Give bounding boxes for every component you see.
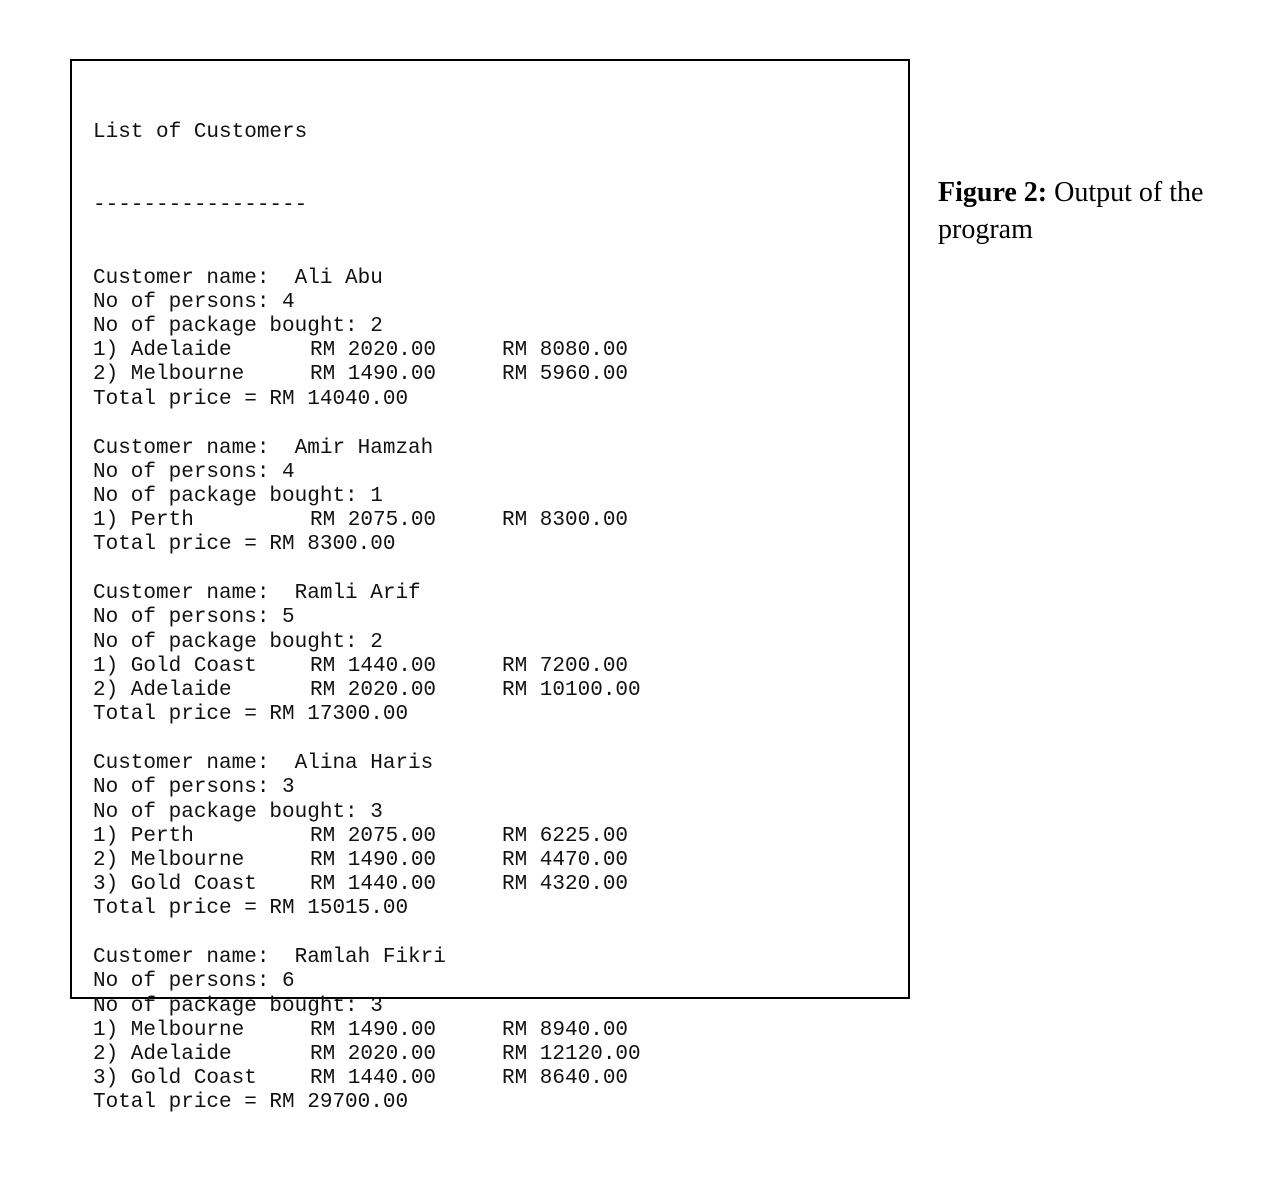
output-title: List of Customers [93,121,308,145]
package-row [93,509,908,533]
package-row [93,339,908,363]
total-price-line: Total price = RM 15015.00 [93,897,409,921]
package-row [93,873,908,897]
customer-block [93,752,908,921]
package-total: RM 8300.00 [502,509,629,533]
customer-name-line: Customer name: Ali Abu [93,266,383,290]
package-total: RM 4320.00 [502,873,629,897]
package-total: RM 7200.00 [502,654,629,678]
package-name: 1) Melbourne [93,1018,245,1042]
package-name: 3) Gold Coast [93,1067,257,1091]
package-name: 1) Perth [93,509,194,533]
package-name: 1) Gold Coast [93,654,257,678]
package-price: RM 1490.00 [310,848,437,872]
package-total: RM 5960.00 [502,363,629,387]
package-total: RM 6225.00 [502,824,629,848]
package-price: RM 2075.00 [310,824,437,848]
package-name: 1) Adelaide [93,339,232,363]
package-row [93,1019,908,1043]
package-price: RM 1490.00 [310,1018,437,1042]
output-separator: ----------------- [93,194,308,217]
package-row [93,1043,908,1067]
package-name: 2) Adelaide [93,679,232,702]
package-row [93,1067,908,1091]
customer-block [93,267,908,412]
package-name: 2) Melbourne [93,848,245,872]
customer-name-line: Customer name: Alina Haris [93,752,434,776]
persons-line: No of persons: 3 [93,776,295,800]
customer-block [93,437,908,558]
package-row [93,849,908,873]
package-price: RM 2020.00 [310,679,437,702]
packages-line: No of package bought: 2 [93,630,383,654]
package-price: RM 2020.00 [310,1043,437,1067]
packages-line: No of package bought: 3 [93,994,383,1018]
package-total: RM 10100.00 [502,679,641,702]
package-total: RM 12120.00 [502,1043,641,1067]
program-output-box [70,59,910,1115]
package-total: RM 8640.00 [502,1067,629,1091]
customer-name-line: Customer name: Amir Hamzah [93,436,434,460]
package-row [93,655,908,679]
figure-caption [938,174,1238,248]
customer-list [93,267,908,1116]
package-total: RM 4470.00 [502,848,629,872]
package-price: RM 1490.00 [310,363,437,387]
total-price-line: Total price = RM 29700.00 [93,1091,409,1115]
total-price-line: Total price = RM 17300.00 [93,703,409,727]
customer-block [93,582,908,727]
caption-text: Output of the program [938,177,1204,245]
total-price-line: Total price = RM 14040.00 [93,387,409,411]
package-row [93,825,908,849]
persons-line: No of persons: 4 [93,290,295,314]
package-name: 2) Adelaide [93,1043,232,1067]
package-price: RM 1440.00 [310,1067,437,1091]
caption-label: Figure 2: [938,177,1048,208]
customer-name-line: Customer name: Ramlah Fikri [93,946,446,970]
console-output [93,73,908,1189]
packages-line: No of package bought: 1 [93,484,383,508]
package-price: RM 1440.00 [310,873,437,897]
package-price: RM 2075.00 [310,509,437,533]
customer-name-line: Customer name: Ramli Arif [93,582,421,606]
package-total: RM 8940.00 [502,1018,629,1042]
package-name: 1) Perth [93,824,194,848]
package-total: RM 8080.00 [502,339,629,363]
package-name: 3) Gold Coast [93,873,257,897]
persons-line: No of persons: 5 [93,606,295,630]
package-name: 2) Melbourne [93,363,245,387]
package-row [93,679,908,703]
total-price-line: Total price = RM 8300.00 [93,533,396,557]
packages-line: No of package bought: 3 [93,800,383,824]
package-price: RM 2020.00 [310,339,437,363]
customer-block [93,946,908,1115]
persons-line: No of persons: 4 [93,460,295,484]
package-price: RM 1440.00 [310,654,437,678]
persons-line: No of persons: 6 [93,970,295,994]
packages-line: No of package bought: 2 [93,314,383,338]
package-row [93,363,908,387]
